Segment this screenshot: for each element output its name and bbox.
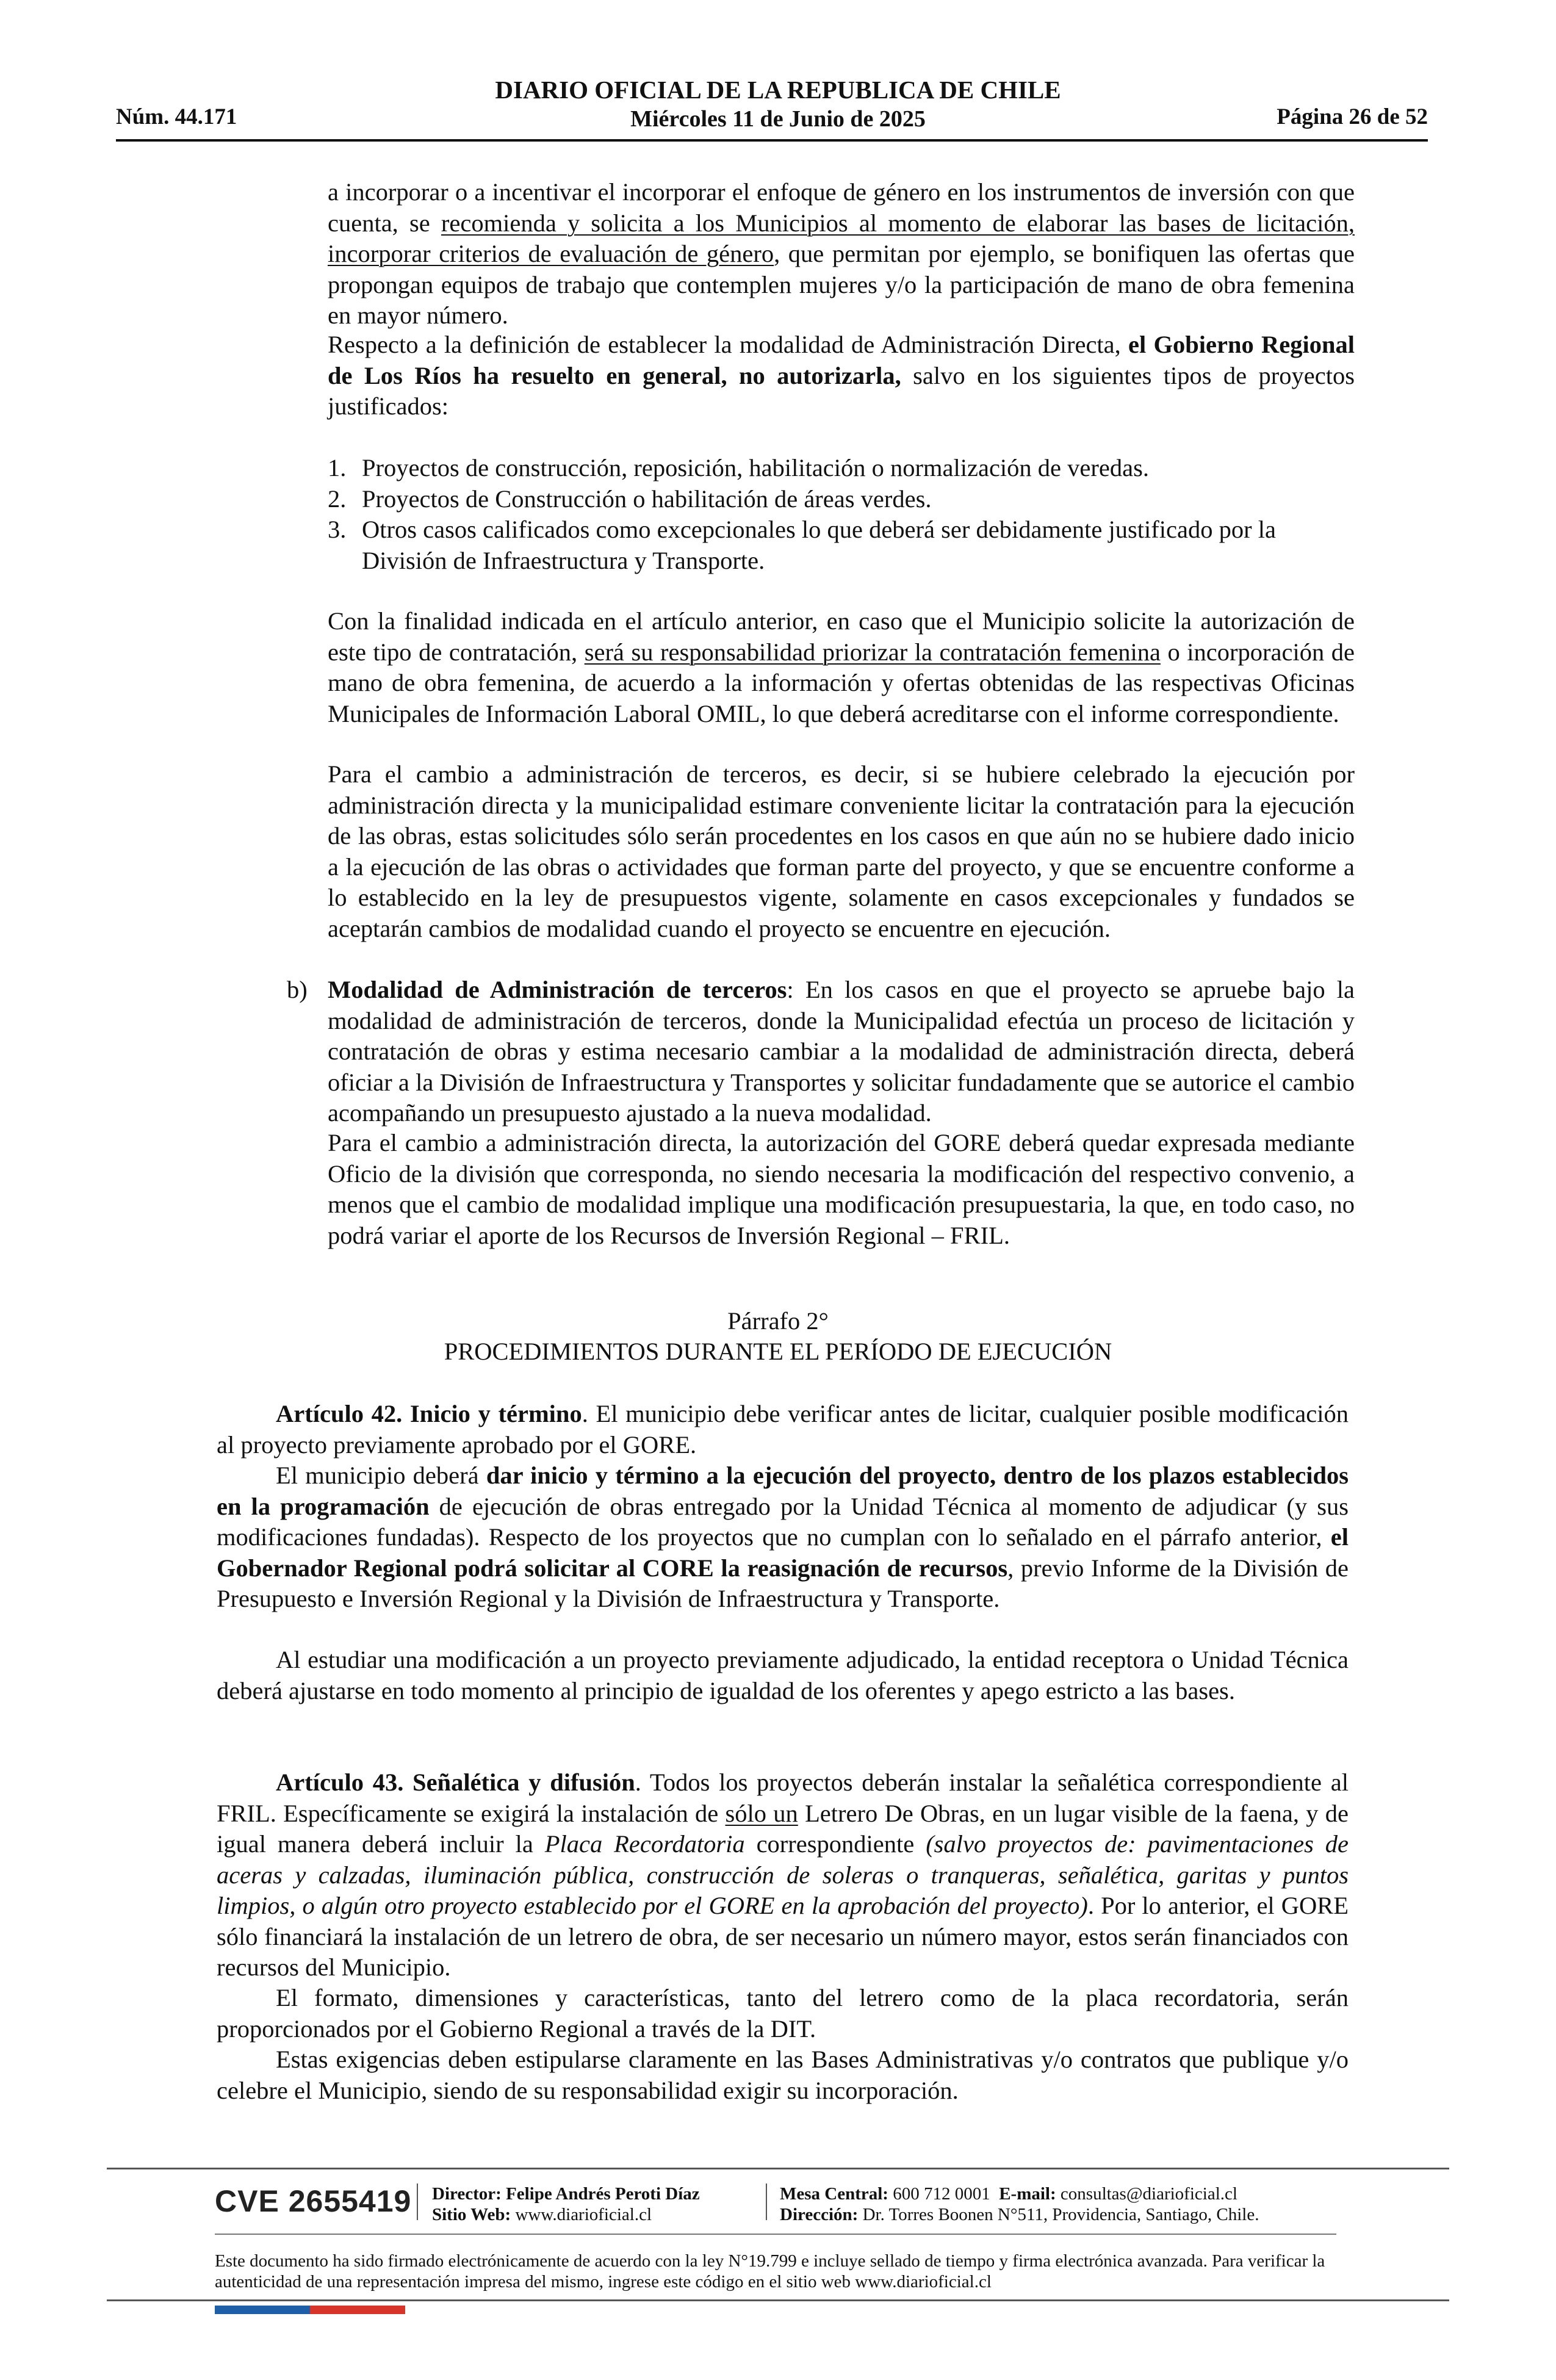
text-segment: Estas exigencias deben estipularse claramente en las Bases Administrativas y/o contratos que publique y/o celebre el Municipio, siendo de su responsabilidad exigir su incorporación.: [217, 2046, 1349, 2104]
text-segment: Placa Recordatoria: [544, 1830, 745, 1858]
mesa-label: Mesa Central:: [780, 2184, 888, 2204]
site-label: Sitio Web:: [432, 2205, 511, 2224]
list-item: [328, 453, 1355, 484]
text-segment: Modalidad de Administración de terceros: [328, 976, 787, 1003]
paragraph-direct-change: [328, 1128, 1355, 1251]
text-segment: el Gobernador Regional podrá solicitar al CORE la reasignación de recursos: [217, 1523, 1349, 1582]
site-url[interactable]: www.diarioficial.cl: [515, 2205, 652, 2224]
publication-title: DIARIO OFICIAL DE LA REPUBLICA DE CHILE: [495, 76, 1061, 104]
text-segment: el Gobierno Regional de Los Ríos ha resuelto en general, no autorizarla,: [328, 331, 1355, 389]
footer-separator: [766, 2183, 767, 2220]
text-segment: salvo en los siguientes tipos de proyectos justificados:: [328, 361, 1355, 420]
text-segment: sólo un: [725, 1799, 798, 1827]
email-label: E-mail:: [999, 2184, 1056, 2204]
text-segment: Para el cambio a administración directa, la autorización del GORE deberá quedar expresada mediante Oficio de la división que corresponda, no siendo necesaria la modificación del respectivo convenio, a menos que el cambio de modalidad implique una modificación presupuestaria, la que, en todo caso, no podrá variar el aporte de los Recursos de Inversión Regional – FRIL.: [328, 1129, 1355, 1249]
text-segment: (salvo proyectos de: pavimentaciones de aceras y calzadas, iluminación pública, construcción de soleras o tranqueras, señalética, garitas y puntos limpios, o algún otro proyecto establecido por el GORE en la aprobación del proyecto): [217, 1830, 1349, 1919]
header-divider: [116, 139, 1428, 142]
paragraph-direct-administration: [328, 330, 1355, 422]
text-segment: Con la finalidad indicada en el artículo anterior, en caso que el Municipio solicite la autorización de este tipo de contratación,: [328, 607, 1355, 666]
paragraph-gender-focus: [328, 177, 1355, 331]
text-segment: : En los casos en que el proyecto se apruebe bajo la modalidad de administración de terceros, donde la Municipalidad efectúa un proceso de licitación y contratación de obras y estima necesario cambiar a la modalidad de administración directa, deberá oficiar a la División de Infraestructura y Transportes y solicitar fundadamente que se autorice el cambio acompañando un presupuesto ajustado a la nueva modalidad.: [328, 976, 1355, 1127]
address-label: Dirección:: [780, 2205, 859, 2224]
list-marker-b: b): [287, 976, 308, 1003]
director-label: Director:: [432, 2184, 502, 2204]
text-segment: de ejecución de obras entregado por la Unidad Técnica al momento de adjudicar (y sus modificaciones fundadas). Respecto de los proyectos que no cumplan con lo señalado en el párrafo anterior,: [217, 1492, 1349, 1551]
issue-number: Núm. 44.171: [116, 104, 237, 129]
publication-date: Miércoles 11 de Junio de 2025: [630, 106, 926, 132]
paragraph-female-hiring: [328, 606, 1355, 729]
article-42-intro: [217, 1399, 1349, 1460]
text-segment: . Por lo anterior, el GORE sólo financiará la instalación de un letrero de obra, de ser necesario un número mayor, estos serán financiados con recursos del Municipio.: [217, 1892, 1349, 1981]
list-item-text: Proyectos de Construcción o habilitación de áreas verdes.: [362, 485, 932, 513]
footer-divider-middle: [215, 2234, 1336, 2235]
list-item-number: 1.: [328, 454, 347, 481]
text-segment: recomienda y solicita a los Municipios al momento de elaborar las bases de licitación, incorporar criterios de evaluación de género: [328, 209, 1355, 267]
text-segment: Artículo 42. Inicio y término: [276, 1400, 582, 1427]
text-segment: , previo Informe de la División de Presupuesto e Inversión Regional y la División de Infraestructura y Transporte.: [217, 1554, 1349, 1612]
justified-projects-list: [328, 453, 1355, 576]
text-segment: , que permitan por ejemplo, se bonifiquen las ofertas que propongan equipos de trabajo que contemplen mujeres y/o la participación de mano de obra femenina en mayor número.: [328, 240, 1355, 329]
text-segment: a incorporar o a incentivar el incorporar el enfoque de género en los instrumentos de inversión con que cuenta, se: [328, 178, 1355, 237]
signature-note: Este documento ha sido firmado electrónicamente de acuerdo con la ley N°19.799 e incluye sellado de tiempo y firma electrónica avanzada. Para verificar la autenticidad de una representación impresa del mismo, ingrese este código en el sitio web www.diarioficial.cl: [215, 2251, 1325, 2292]
list-item-text: Proyectos de construcción, reposición, habilitación o normalización de veredas.: [362, 454, 1149, 481]
text-segment: El municipio deberá: [276, 1462, 486, 1489]
footer-contact-block: [780, 2183, 1259, 2225]
list-item: [328, 514, 1355, 576]
section-title: PROCEDIMIENTOS DURANTE EL PERÍODO DE EJECUCIÓN: [444, 1338, 1112, 1365]
text-segment: . Todos los proyectos deberán instalar la señalética correspondiente al FRIL. Específicamente se exigirá la instalación de: [217, 1769, 1349, 1827]
text-segment: Para el cambio a administración de terceros, es decir, si se hubiere celebrado la ejecución por administración directa y la municipalidad estimare conveniente licitar la contratación para la ejecución de las obras, estas solicitudes sólo serán procedentes en los casos en que aún no se hubiere dado inicio a la ejecución de las obras o actividades que forman parte del proyecto, y que se encuentre conforme a lo establecido en la ley de presupuestos vigente, solamente en casos excepcionales y fundados se aceptarán cambios de modalidad cuando el proyecto se encuentre en ejecución.: [328, 760, 1355, 942]
page-number: Página 26 de 52: [1277, 104, 1428, 129]
text-segment: correspondiente: [744, 1830, 926, 1858]
footer-divider-top: [107, 2168, 1449, 2169]
article-43-requirements: [217, 2044, 1349, 2106]
text-segment: será su responsabilidad priorizar la contratación femenina: [584, 638, 1161, 666]
footer-divider-bottom: [107, 2299, 1449, 2301]
paragraph-third-party-modality: [328, 975, 1355, 1129]
paragraph-third-party-change: [328, 759, 1355, 944]
flag-red-segment: [310, 2306, 405, 2314]
list-item-number: 3.: [328, 516, 347, 543]
article-42-deadlines: [217, 1460, 1349, 1615]
article-42-modification: [217, 1645, 1349, 1706]
list-item-number: 2.: [328, 485, 347, 513]
email-address[interactable]: consultas@diarioficial.cl: [1060, 2184, 1237, 2204]
footer-director-block: [432, 2183, 700, 2225]
article-43-format: [217, 1983, 1349, 2044]
footer-separator: [417, 2183, 418, 2220]
text-segment: Al estudiar una modificación a un proyecto previamente adjudicado, la entidad receptora o Unidad Técnica deberá ajustarse en todo momento al principio de igualdad de los oferentes y apego estricto a las bases.: [217, 1646, 1349, 1704]
cve-code: CVE 2655419: [215, 2184, 412, 2218]
mesa-phone: 600 712 0001: [893, 2184, 990, 2204]
article-43-signage: [217, 1767, 1349, 1983]
section-label: Párrafo 2°: [727, 1307, 829, 1335]
text-segment: o incorporación de mano de obra femenina, de acuerdo a la información y ofertas obtenidas de las respectivas Oficinas Municipales de Información Laboral OMIL, lo que deberá acreditarse con el informe correspondiente.: [328, 638, 1355, 727]
text-segment: Artículo 43. Señalética y difusión: [276, 1769, 635, 1796]
address-text: Dr. Torres Boonen N°511, Providencia, Santiago, Chile.: [862, 2205, 1259, 2224]
text-segment: . El municipio debe verificar antes de licitar, cualquier posible modificación al proyecto previamente aprobado por el GORE.: [217, 1400, 1349, 1459]
text-segment: El formato, dimensiones y características, tanto del letrero como de la placa recordatoria, serán proporcionados por el Gobierno Regional a través de la DIT.: [217, 1984, 1349, 2043]
director-name: Felipe Andrés Peroti Díaz: [506, 2184, 700, 2204]
list-item-text: Otros casos calificados como excepcionales lo que deberá ser debidamente justificado por la División de Infraestructura y Transporte.: [362, 516, 1276, 574]
text-segment: dar inicio y término a la ejecución del proyecto, dentro de los plazos establecidos en la programación: [217, 1462, 1349, 1520]
flag-stripe: [215, 2306, 405, 2314]
text-segment: Respecto a la definición de establecer la modalidad de Administración Directa,: [328, 331, 1129, 358]
flag-blue-segment: [215, 2306, 310, 2314]
list-item: [328, 484, 1355, 515]
text-segment: Letrero De Obras, en un lugar visible de la faena, y de igual manera deberá incluir la: [217, 1799, 1349, 1858]
